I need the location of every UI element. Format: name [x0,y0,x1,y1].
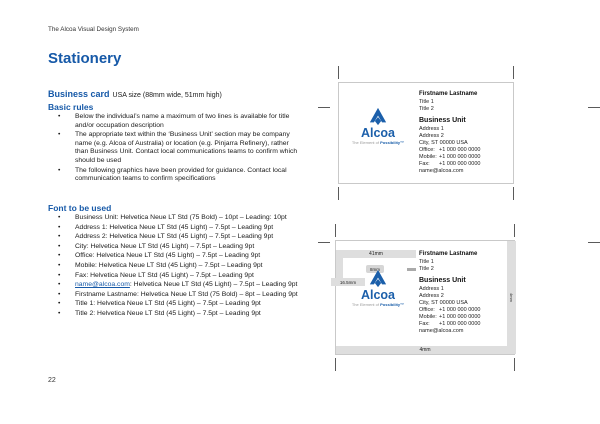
font-spec-item: • Business Unit: Helvetica Neue LT Std (75 Bold) – 10pt – Leading: 10pt [48,214,300,223]
font-section-heading: Font to be used [48,203,112,213]
card-title1: Title 1 [419,258,434,265]
business-card-heading: Business card [48,89,110,99]
alcoa-tagline: The Element of Possibility™ [351,140,405,145]
alcoa-logo-word: Alcoa [360,288,396,302]
font-spec-item-email-rest: : Helvetica Neue LT Std (45 Light) – 7.5pt – Leading 9pt [129,281,298,289]
font-spec-list [48,214,300,320]
alcoa-logo-mark-icon [367,269,389,288]
crop-mark [514,358,515,371]
font-spec-item: • Fax: Helvetica Neue LT Std (45 Light) – 7.5pt – Leading 9pt [48,272,300,281]
card-fax-row: Fax: +1 000 000 0000 [419,320,481,327]
card-business-unit: Business Unit [419,276,466,284]
card-fax-row: Fax: +1 000 000 0000 [419,160,481,167]
font-spec-item: • Mobile: Helvetica Neue LT Std (45 Light) – 7.5pt – Leading 9pt [48,262,300,271]
card-address1: Address 1 [419,125,444,132]
card-office-row: Office: +1 000 000 0000 [419,306,481,313]
card-title2: Title 2 [419,265,434,272]
card-mobile-row: Mobile: +1 000 000 0000 [419,313,481,320]
card-name: Firstname Lastname [419,251,478,257]
basic-rules-heading: Basic rules [48,102,94,112]
card-text-block [419,91,511,175]
font-spec-item: • Title 1: Helvetica Neue LT Std (45 Light) – 7.5pt – Leading 9pt [48,300,300,309]
rule-item: • Below the individual’s name a maximum of two lines is available for title and/or occupation description [48,113,300,130]
business-card-preview [338,82,514,184]
alcoa-logo-mark-icon [367,107,389,126]
font-spec-item: • City: Helvetica Neue LT Std (45 Light) – 7.5pt – Leading 9pt [48,243,300,252]
rule-item: • The following graphics have been provided for guidance. Contact local communication teams to confirm specifications [48,167,300,184]
rule-item: • The appropriate text within the ‘Business Unit’ section may be company name (e.g. Alcoa of Australia) or location (e.g. Pinjarra Refinery), rather than Business Unit. Contact local communications teams to confirm which should be used [48,131,300,165]
crop-mark [338,187,339,200]
font-spec-item: • Address 2: Helvetica Neue LT Std (45 Light) – 7.5pt – Leading 9pt [48,233,300,242]
crop-mark [513,66,514,79]
alcoa-tagline: The Element of Possibility™ [351,302,405,307]
page-title: Stationery [48,50,122,67]
card-text-block [419,251,511,335]
card-email: name@alcoa.com [419,167,464,174]
crop-mark [335,224,336,237]
dimension-logo-top: 8mm [366,265,384,273]
business-card-subtitle: USA size (88mm wide, 51mm high) [112,92,222,99]
card-office-row: Office: +1 000 000 0000 [419,146,481,153]
font-spec-item: • Firstname Lastname: Helvetica Neue LT Std (75 Bold) – 8pt – Leading 9pt [48,291,300,300]
business-card-heading-line [48,84,222,102]
card-title2: Title 2 [419,105,434,112]
font-spec-item: • Address 1: Helvetica Neue LT Std (45 Light) – 7.5pt – Leading 9pt [48,224,300,233]
document-header: The Alcoa Visual Design System [48,26,139,33]
card-mobile-row: Mobile: +1 000 000 0000 [419,153,481,160]
card-address1: Address 1 [419,285,444,292]
font-spec-item-email [48,281,300,290]
crop-mark [338,66,339,79]
basic-rules-list [48,113,300,185]
card-business-unit: Business Unit [419,116,466,124]
business-card-specs [335,240,515,355]
alcoa-logo [347,269,409,307]
page-number: 22 [48,377,56,384]
dimension-bottom-margin: 4mm [336,346,514,354]
card-title1: Title 1 [419,98,434,105]
crop-mark [514,224,515,237]
card-name: Firstname Lastname [419,91,478,97]
crop-mark [335,358,336,371]
card-city: City, ST 00000 USA [419,139,468,146]
card-address2: Address 2 [419,292,444,299]
font-spec-item: • Title 2: Helvetica Neue LT Std (45 Light) – 7.5pt – Leading 9pt [48,310,300,319]
font-spec-item: • Office: Helvetica Neue LT Std (45 Light) – 7.5pt – Leading 9pt [48,252,300,261]
dimension-left-strip [336,258,343,279]
crop-mark [588,107,600,108]
email-link[interactable]: name@alcoa.com [75,281,130,289]
alcoa-logo [347,107,409,145]
crop-mark [513,187,514,200]
dimension-top-width: 41mm [336,250,416,258]
card-email: name@alcoa.com [419,327,464,334]
alcoa-logo-word: Alcoa [360,126,396,140]
card-address2: Address 2 [419,132,444,139]
dimension-logo-left: 16.5mm [331,278,365,286]
crop-mark [318,107,330,108]
crop-mark [588,242,600,243]
card-city: City, ST 00000 USA [419,299,468,306]
crop-mark [318,242,330,243]
dimension-right-margin: 4mm [507,241,516,354]
